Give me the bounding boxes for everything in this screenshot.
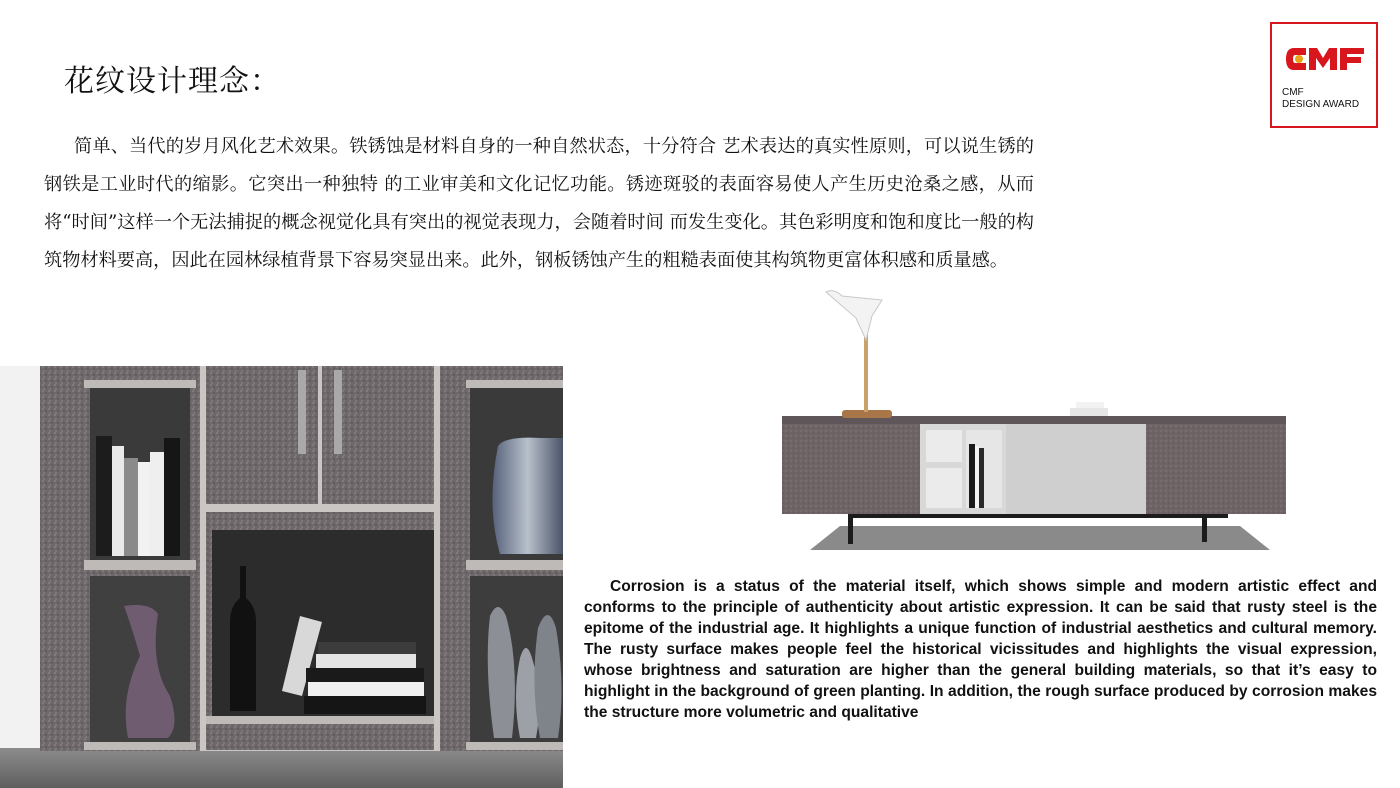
page-title: 花纹设计理念： xyxy=(64,64,281,99)
shelf-illustration xyxy=(0,366,563,788)
logo-line-1: CMF xyxy=(1282,87,1304,98)
logo-line-2: DESIGN AWARD xyxy=(1282,99,1360,110)
cmf-logo-mark xyxy=(1284,46,1366,72)
crane-lamp xyxy=(826,291,882,340)
cmf-design-award-logo xyxy=(1270,22,1378,128)
english-description: Corrosion is a status of the material itself, which shows simple and modern artistic effect and conforms to the principle of authenticity about artistic expression. It can be said that rusty steel is the epitome of the industrial age. It highlights a unique function of industrial aesthetics and cultural memory. The rusty surface makes people feel the historical vicissitudes and highlights the visual expression, whose brightness and saturation are higher than the general building materials, so that it’s easy to highlight in the background of green planting. In addition, the rough surface produced by corrosion makes the structure more volumetric and qualitative xyxy=(584,578,1377,721)
rust-panel-right xyxy=(1146,424,1286,514)
cabinet-shadow xyxy=(810,526,1270,550)
tv-cabinet-illustration xyxy=(770,280,1300,560)
rust-panel-left xyxy=(782,424,920,514)
chinese-description: 简单、当代的岁月风化艺术效果。铁锈蚀是材料自身的一种自然状态，十分符合 艺术表达的真实性原则，可以说生锈的钢铁是工业时代的缩影。它突出一种独特 的工业审美和文化记忆功能。锈迹斑驳的表面容易使人产生历史沧桑之感，从而 将“时间”这样一个无法捕捉的概念视觉化具有突出的视觉表现力，会随着时间 而发生变化。其色彩明度和饱和度比一般的构筑物材料要高，因此在园林绿植背景下容易突显出来。此外，钢板锈蚀产生的粗糙表面使其构筑物更富体积感和质量感。 xyxy=(44,136,1034,271)
logo-caption xyxy=(1282,87,1359,111)
shelf-photo xyxy=(0,366,563,788)
